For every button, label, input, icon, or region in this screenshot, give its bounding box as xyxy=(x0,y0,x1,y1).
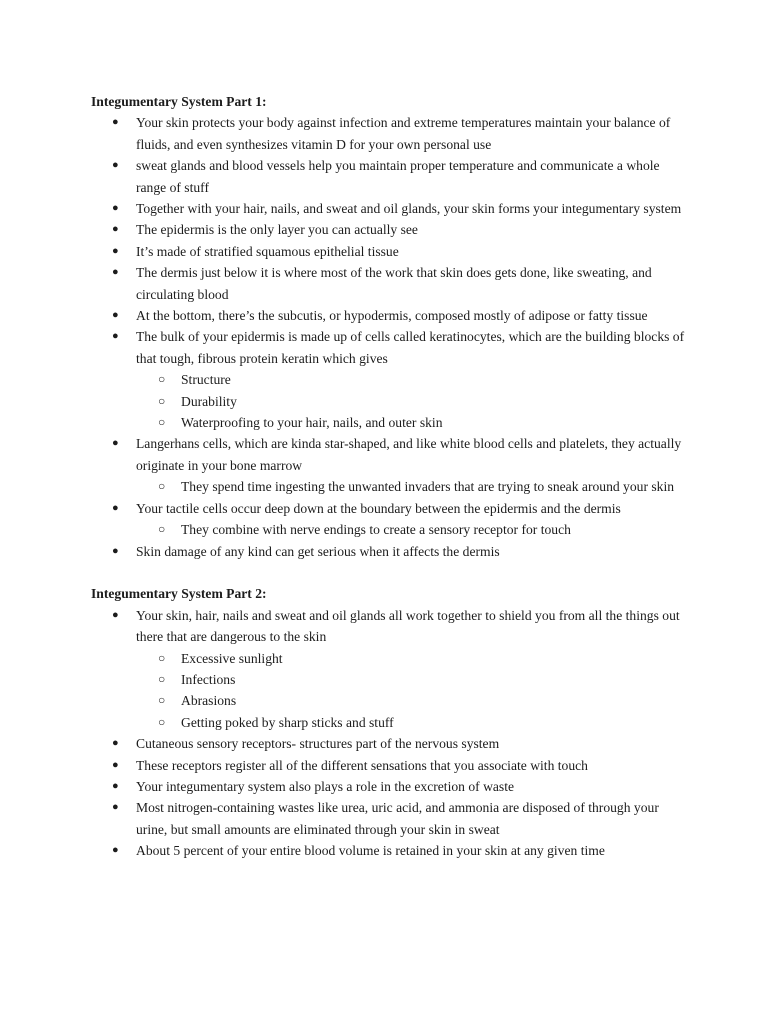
sub-list-item-text: Abrasions xyxy=(181,693,237,709)
list-item-text: About 5 percent of your entire blood volume is retained in your skin at any given time xyxy=(136,843,605,859)
list-item xyxy=(91,541,691,562)
hollow-bullet-icon: ○ xyxy=(158,479,166,494)
list-item-text: It’s made of stratified squamous epithelial tissue xyxy=(136,243,399,259)
list-item xyxy=(91,498,691,541)
hollow-bullet-icon: ○ xyxy=(158,714,166,729)
list-item-text: Your skin protects your body against infection and extreme temperatures maintain your balance of fluids, and even synthesizes vitamin D for your own personal use xyxy=(136,115,671,152)
section-heading: Integumentary System Part 2: xyxy=(91,586,267,602)
list-item xyxy=(91,797,691,840)
bullet-dot-icon: ● xyxy=(112,758,119,771)
list-item xyxy=(91,605,691,733)
bullet-dot-icon: ● xyxy=(112,501,119,514)
hollow-bullet-icon: ○ xyxy=(158,522,166,537)
hollow-bullet-icon: ○ xyxy=(158,650,166,665)
sub-list-item xyxy=(136,391,691,412)
list-item xyxy=(91,219,691,240)
sub-list-item xyxy=(136,648,691,669)
list-item-text: sweat glands and blood vessels help you maintain proper temperature and communicate a whole range of stuff xyxy=(136,158,660,195)
list-item xyxy=(91,241,691,262)
sub-list-item-text: Durability xyxy=(181,393,237,409)
list-item-text: Cutaneous sensory receptors- structures part of the nervous system xyxy=(136,736,500,752)
sub-list-item-text: Structure xyxy=(181,372,231,388)
list-item xyxy=(91,326,691,433)
hollow-bullet-icon: ○ xyxy=(158,415,166,430)
list-item-text: Skin damage of any kind can get serious when it affects the dermis xyxy=(136,543,500,559)
sub-list-item xyxy=(136,412,691,433)
list-item-text: The epidermis is the only layer you can actually see xyxy=(136,222,418,238)
hollow-bullet-icon: ○ xyxy=(158,393,166,408)
sub-list-item xyxy=(136,476,691,497)
bullet-dot-icon: ● xyxy=(112,608,119,621)
bullet-dot-icon: ● xyxy=(112,844,119,857)
list-item xyxy=(91,198,691,219)
list-item-text: At the bottom, there’s the subcutis, or hypodermis, composed mostly of adipose or fatty tissue xyxy=(136,308,648,324)
sub-list-item-text: They combine with nerve endings to create a sensory receptor for touch xyxy=(181,522,571,538)
sub-list-item-text: Waterproofing to your hair, nails, and outer skin xyxy=(181,415,443,431)
sub-list-item xyxy=(136,712,691,733)
list-item xyxy=(91,733,691,754)
sub-list xyxy=(136,476,691,497)
bullet-dot-icon: ● xyxy=(112,223,119,236)
list-item xyxy=(91,840,691,861)
sub-list-item xyxy=(136,519,691,540)
list-item-text: Your skin, hair, nails and sweat and oil glands all work together to shield you from all the things out there that are dangerous to the skin xyxy=(136,607,680,645)
hollow-bullet-icon: ○ xyxy=(158,693,166,708)
list-item-text: The bulk of your epidermis is made up of cells called keratinocytes, which are the building blocks of that tough, fibrous protein keratin which gives xyxy=(136,329,685,366)
list-item-text: Together with your hair, nails, and sweat and oil glands, your skin forms your integumentary system xyxy=(136,201,682,217)
sub-list-item xyxy=(136,690,691,711)
bullet-dot-icon: ● xyxy=(112,309,119,322)
list-item-text: Langerhans cells, which are kinda star-shaped, and like white blood cells and platelets, they actually originate in your bone marrow xyxy=(136,436,682,473)
bullet-dot-icon: ● xyxy=(112,801,119,814)
list-item-text: Your integumentary system also plays a role in the excretion of waste xyxy=(136,778,515,794)
sub-list-item-text: Getting poked by sharp sticks and stuff xyxy=(181,714,394,730)
hollow-bullet-icon: ○ xyxy=(158,671,166,686)
list-item xyxy=(91,776,691,797)
hollow-bullet-icon: ○ xyxy=(158,372,166,387)
sub-list-item-text: Excessive sunlight xyxy=(181,650,283,666)
list-item xyxy=(91,755,691,776)
list-item-text: The dermis just below it is where most of the work that skin does gets done, like sweating, and circulating blood xyxy=(136,265,652,302)
list-item xyxy=(91,112,691,155)
list-item-text: Most nitrogen-containing wastes like urea, uric acid, and ammonia are disposed of through your urine, but small amounts are eliminated through your skin in sweat xyxy=(136,800,659,837)
bullet-dot-icon: ● xyxy=(112,159,119,172)
sub-list-item-text: Infections xyxy=(181,671,236,687)
list-item-text: These receptors register all of the different sensations that you associate with touch xyxy=(136,757,588,773)
document-content xyxy=(91,91,691,862)
list-item xyxy=(91,433,691,497)
sub-list-item xyxy=(136,669,691,690)
list-item xyxy=(91,305,691,326)
bullet-dot-icon: ● xyxy=(112,544,119,557)
list-item-text: Your tactile cells occur deep down at the boundary between the epidermis and the dermis xyxy=(136,500,621,516)
sub-list xyxy=(136,648,691,734)
bullet-list xyxy=(91,112,691,562)
sub-list-item-text: They spend time ingesting the unwanted invaders that are trying to sneak around your skin xyxy=(181,479,675,495)
bullet-dot-icon: ● xyxy=(112,737,119,750)
bullet-dot-icon: ● xyxy=(112,202,119,215)
sub-list xyxy=(136,369,691,433)
sub-list xyxy=(136,519,691,540)
list-item xyxy=(91,155,691,198)
bullet-dot-icon: ● xyxy=(112,437,119,450)
bullet-list xyxy=(91,605,691,862)
bullet-dot-icon: ● xyxy=(112,244,119,257)
bullet-dot-icon: ● xyxy=(112,116,119,129)
section-heading: Integumentary System Part 1: xyxy=(91,94,267,109)
section-spacer xyxy=(91,562,691,583)
bullet-dot-icon: ● xyxy=(112,779,119,792)
bullet-dot-icon: ● xyxy=(112,266,119,279)
sub-list-item xyxy=(136,369,691,390)
bullet-dot-icon: ● xyxy=(112,330,119,343)
list-item xyxy=(91,262,691,305)
